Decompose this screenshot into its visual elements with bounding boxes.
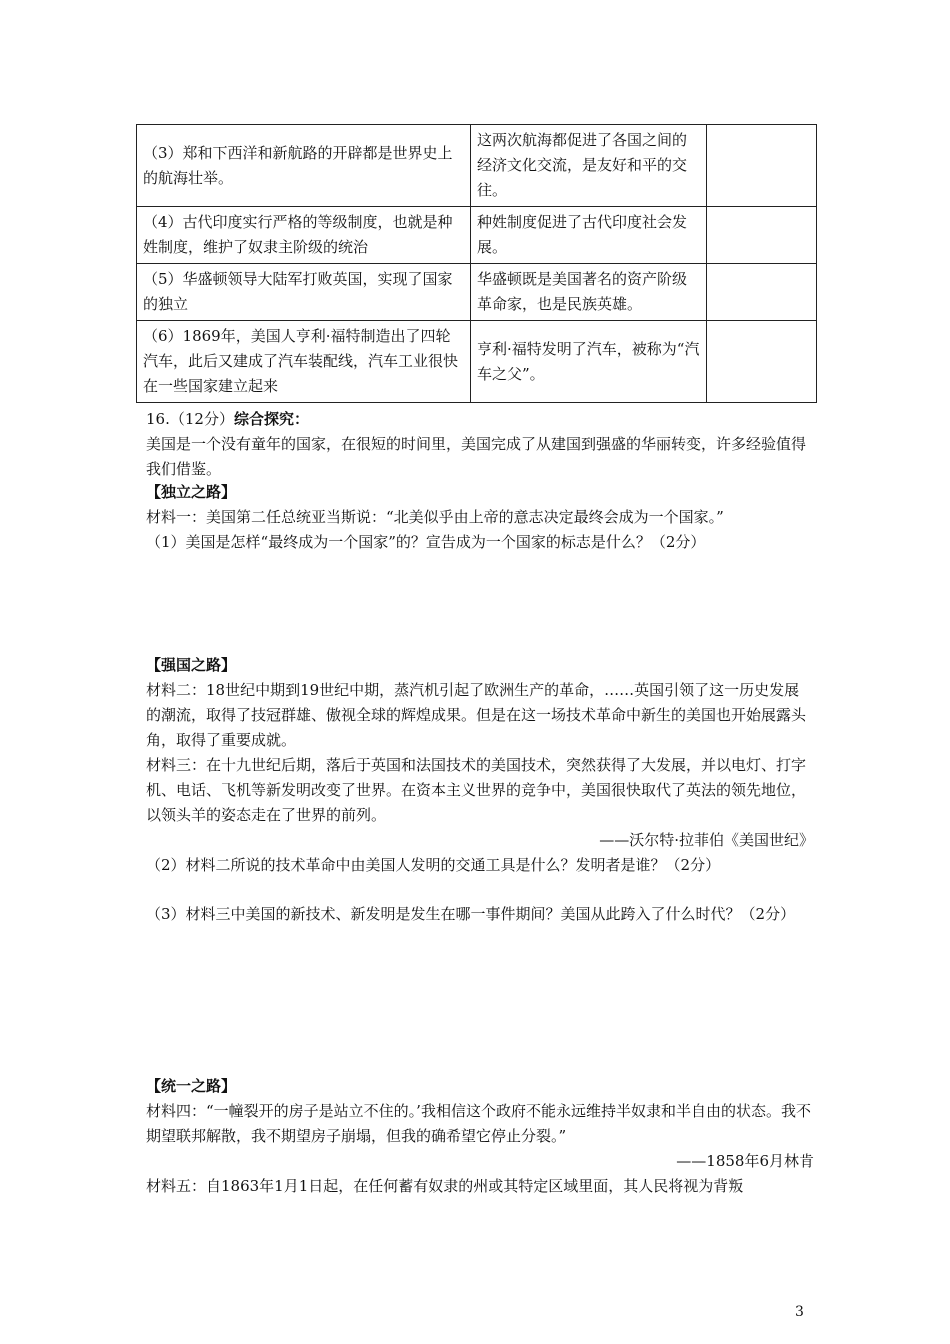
- table-row: [137, 264, 817, 321]
- table-row: [137, 321, 817, 403]
- page-number: 3: [795, 1304, 804, 1320]
- material-five: 材料五：自1863年1月1日起，在任何蓄有奴隶的州或其特定区域里面，其人民将视为背叛: [146, 1177, 744, 1195]
- comment-cell: 亨利·福特发明了汽车，被称为“汽车之父”。: [471, 321, 707, 403]
- material-three: 材料三：在十九世纪后期，落后于英国和法国技术的美国技术，突然获得了大发展，并以电灯、打字机、电话、飞机等新发明改变了世界。在资本主义世界的竞争中，美国很快取代了英法的领先地位，以领头羊的姿态走在了世界的前列。: [146, 756, 807, 824]
- answer-cell[interactable]: [707, 207, 817, 264]
- statement-cell: （4）古代印度实行严格的等级制度，也就是种姓制度，维护了奴隶主阶级的统治: [137, 207, 471, 264]
- answer-cell[interactable]: [707, 125, 817, 207]
- section-power: 【强国之路】: [146, 656, 237, 674]
- table-row: [137, 207, 817, 264]
- sub-question-1: （1）美国是怎样“最终成为一个国家”的？宣告成为一个国家的标志是什么？（2分）: [146, 533, 706, 551]
- material-four: 材料四：“一幢裂开的房子是站立不住的。’我相信这个政府不能永远维持半奴隶和半自由的状态。我不期望联邦解散，我不期望房子崩塌，但我的确希望它停止分裂。”: [146, 1102, 811, 1145]
- statement-cell: （6）1869年，美国人亨利·福特制造出了四轮汽车，此后又建成了汽车装配线，汽车工业很快在一些国家建立起来: [137, 321, 471, 403]
- comment-cell: 种姓制度促进了古代印度社会发展。: [471, 207, 707, 264]
- comment-cell: 华盛顿既是美国著名的资产阶级革命家，也是民族英雄。: [471, 264, 707, 321]
- section-unification: 【统一之路】: [146, 1077, 237, 1095]
- question-intro: 美国是一个没有童年的国家，在很短的时间里，美国完成了从建国到强盛的华丽转变，许多经验值得我们借鉴。: [146, 435, 807, 478]
- statement-cell: （3）郑和下西洋和新航路的开辟都是世界史上的航海壮举。: [137, 125, 471, 207]
- judgment-table: [136, 124, 817, 403]
- answer-cell[interactable]: [707, 264, 817, 321]
- sub-question-3: （3）材料三中美国的新技术、新发明是发生在哪一事件期间？美国从此跨入了什么时代？（2分）: [146, 905, 796, 923]
- question-16-heading: [146, 407, 814, 432]
- material-four-source: ——1858年6月林肯: [676, 1152, 814, 1170]
- statement-cell: （5）华盛顿领导大陆军打败英国，实现了国家的独立: [137, 264, 471, 321]
- material-one: 材料一：美国第二任总统亚当斯说：“北美似乎由上帝的意志决定最终会成为一个国家。”: [146, 508, 724, 526]
- section-independence: 【独立之路】: [146, 483, 237, 501]
- comment-cell: 这两次航海都促进了各国之间的经济文化交流，是友好和平的交往。: [471, 125, 707, 207]
- question-title: 综合探究：: [233, 410, 309, 428]
- material-two: 材料二：18世纪中期到19世纪中期，蒸汽机引起了欧洲生产的革命，……英国引领了这一历史发展的潮流，取得了技冠群雄、傲视全球的辉煌成果。但是在这一场技术革命中新生的美国也开始展露头角，取得了重要成就。: [146, 681, 807, 749]
- answer-cell[interactable]: [707, 321, 817, 403]
- sub-question-2: （2）材料二所说的技术革命中由美国人发明的交通工具是什么？发明者是谁？（2分）: [146, 856, 721, 874]
- question-number: 16.（12分）: [146, 410, 234, 428]
- table-row: [137, 125, 817, 207]
- material-three-source: ——沃尔特·拉菲伯《美国世纪》: [599, 831, 814, 849]
